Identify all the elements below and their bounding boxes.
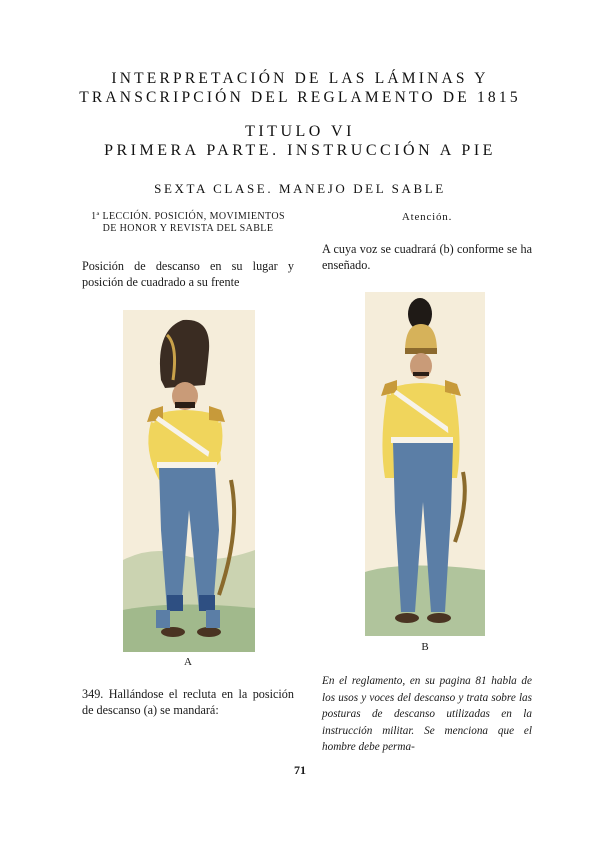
lesson-heading-line-2: DE HONOR Y REVISTA DEL SABLE [102, 223, 274, 234]
soldier-illustration-a [123, 310, 255, 652]
figure-caption-a: A [184, 656, 192, 668]
part-title: PRIMERA PARTE. INSTRUCCIÓN A PIE [104, 142, 496, 159]
section-title: SEXTA CLASE. MANEJO DEL SABLE [154, 181, 446, 196]
italic-commentary: En el reglamento, en su pagina 81 habla de los usos y voces del descanso y trata sobre las posturas de descanso utilizadas en la instrucción militar. Se menciona que el hombre debe perma- [322, 675, 532, 753]
chapter-title: TITULO VI [245, 123, 355, 140]
soldier-illustration-b [365, 292, 485, 636]
attention-heading: Atención. [401, 211, 453, 223]
title-line-1: INTERPRETACIÓN DE LAS LÁMINAS Y [111, 70, 489, 87]
page-number: 71 [294, 763, 306, 777]
attention-paragraph: A cuya voz se cuadrará (b) conforme se ha enseñado. [322, 242, 532, 272]
lesson-heading-line-1: 1ª LECCIÓN. POSICIÓN, MOVIMIENTOS [91, 211, 285, 222]
paragraph-349: 349. Hallándose el recluta en la posición de descanso (a) se mandará: [82, 687, 294, 717]
title-line-2: TRANSCRIPCIÓN DEL REGLAMENTO DE 1815 [79, 89, 521, 106]
lesson-heading [82, 211, 294, 235]
figure-caption-b: B [421, 641, 429, 653]
rest-position-paragraph: Posición de descanso en su lugar y posición de cuadrado a su frente [82, 259, 294, 289]
